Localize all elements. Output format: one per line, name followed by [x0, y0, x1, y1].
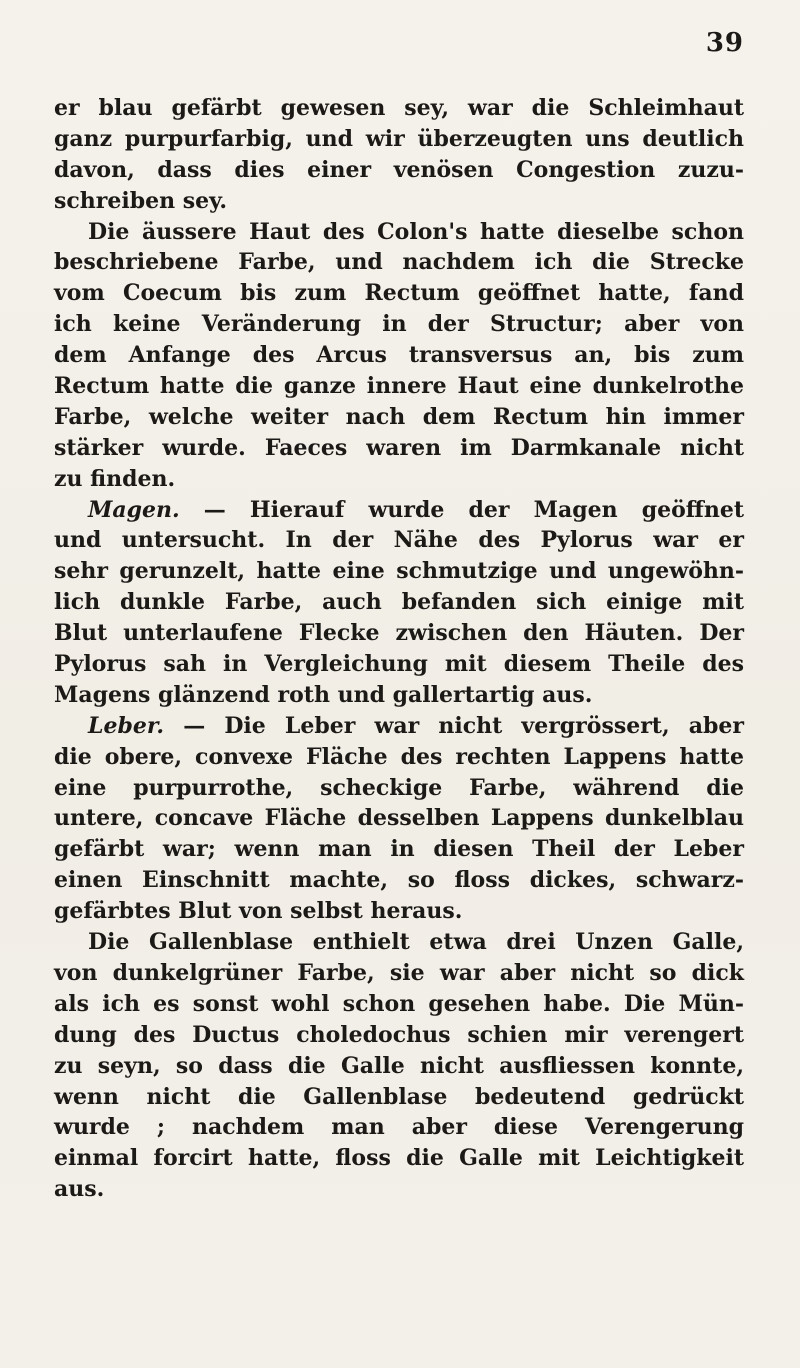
- text-line: stärker wurde. Faeces waren im Darmkanale nicht: [54, 434, 744, 461]
- text-line: als ich es sonst wohl schon gesehen habe. Die Mün-: [54, 990, 744, 1017]
- text-line: ganz purpurfarbig, und wir überzeugten uns deutlich: [54, 125, 744, 152]
- paragraph-start-line: Die äussere Haut des Colon's hatte dieselbe schon: [88, 218, 744, 245]
- text-line: beschriebene Farbe, und nachdem ich die Strecke: [54, 249, 744, 276]
- text-line: die obere, convexe Fläche des rechten Lappens hatte: [54, 743, 744, 770]
- section-magen-line: [54, 495, 744, 526]
- text-line: einmal forcirt hatte, floss die Galle mit Leichtigkeit: [54, 1145, 744, 1172]
- text-line: Farbe, welche weiter nach dem Rectum hin immer: [54, 403, 744, 430]
- text-line: Magens glänzend roth und gallertartig aus.: [54, 681, 593, 708]
- text-line: zu finden.: [54, 465, 176, 492]
- text-line: Pylorus sah in Vergleichung mit diesem Theile des: [54, 651, 744, 678]
- section-heading-leber: Leber.: [88, 712, 165, 739]
- text-line: eine purpurrothe, scheckige Farbe, während die: [54, 774, 744, 801]
- body-text: [54, 93, 744, 1205]
- text-line: sehr gerunzelt, hatte eine schmutzige und ungewöhn-: [54, 558, 744, 585]
- text-line: gefärbt war; wenn man in diesen Theil der Leber: [54, 836, 744, 863]
- text-line: einen Einschnitt machte, so floss dickes, schwarz-: [54, 867, 744, 894]
- text-line: von dunkelgrüner Farbe, sie war aber nicht so dick: [54, 959, 744, 986]
- text-line: untere, concave Fläche desselben Lappens dunkelblau: [54, 805, 744, 832]
- page-number: 39: [705, 28, 744, 58]
- section-magen-text: — Hierauf wurde der Magen geöffnet: [203, 496, 744, 523]
- text-line: Blut unterlaufene Flecke zwischen den Häuten. Der: [54, 620, 744, 647]
- section-heading-magen: Magen.: [88, 496, 180, 523]
- text-line: davon, dass dies einer venösen Congestion zuzu-: [54, 156, 744, 183]
- text-line: wurde ; nachdem man aber diese Verengerung: [54, 1114, 744, 1141]
- text-line: Rectum hatte die ganze innere Haut eine dunkelrothe: [54, 373, 744, 400]
- text-line: er blau gefärbt gewesen sey, war die Schleimhaut: [54, 95, 744, 121]
- text-line: und untersucht. In der Nähe des Pylorus war er: [54, 527, 744, 554]
- text-line: dung des Ductus choledochus schien mir verengert: [54, 1021, 744, 1048]
- text-line: dem Anfange des Arcus transversus an, bis zum: [54, 342, 744, 369]
- text-line: vom Coecum bis zum Rectum geöffnet hatte, fand: [54, 280, 744, 307]
- paragraph-start-line: Die Gallenblase enthielt etwa drei Unzen Galle,: [88, 929, 744, 956]
- section-leber-text: — Die Leber war nicht vergrössert, aber: [183, 712, 744, 739]
- text-line: aus.: [54, 1176, 105, 1203]
- text-line: schreiben sey.: [54, 187, 228, 214]
- text-line: gefärbtes Blut von selbst heraus.: [54, 898, 463, 925]
- text-line: zu seyn, so dass die Galle nicht ausfliessen konnte,: [54, 1052, 744, 1079]
- text-line: wenn nicht die Gallenblase bedeutend gedrückt: [54, 1083, 744, 1110]
- text-line: ich keine Veränderung in der Structur; aber von: [54, 311, 744, 338]
- section-leber-line: [54, 711, 744, 742]
- text-line: lich dunkle Farbe, auch befanden sich einige mit: [54, 589, 744, 616]
